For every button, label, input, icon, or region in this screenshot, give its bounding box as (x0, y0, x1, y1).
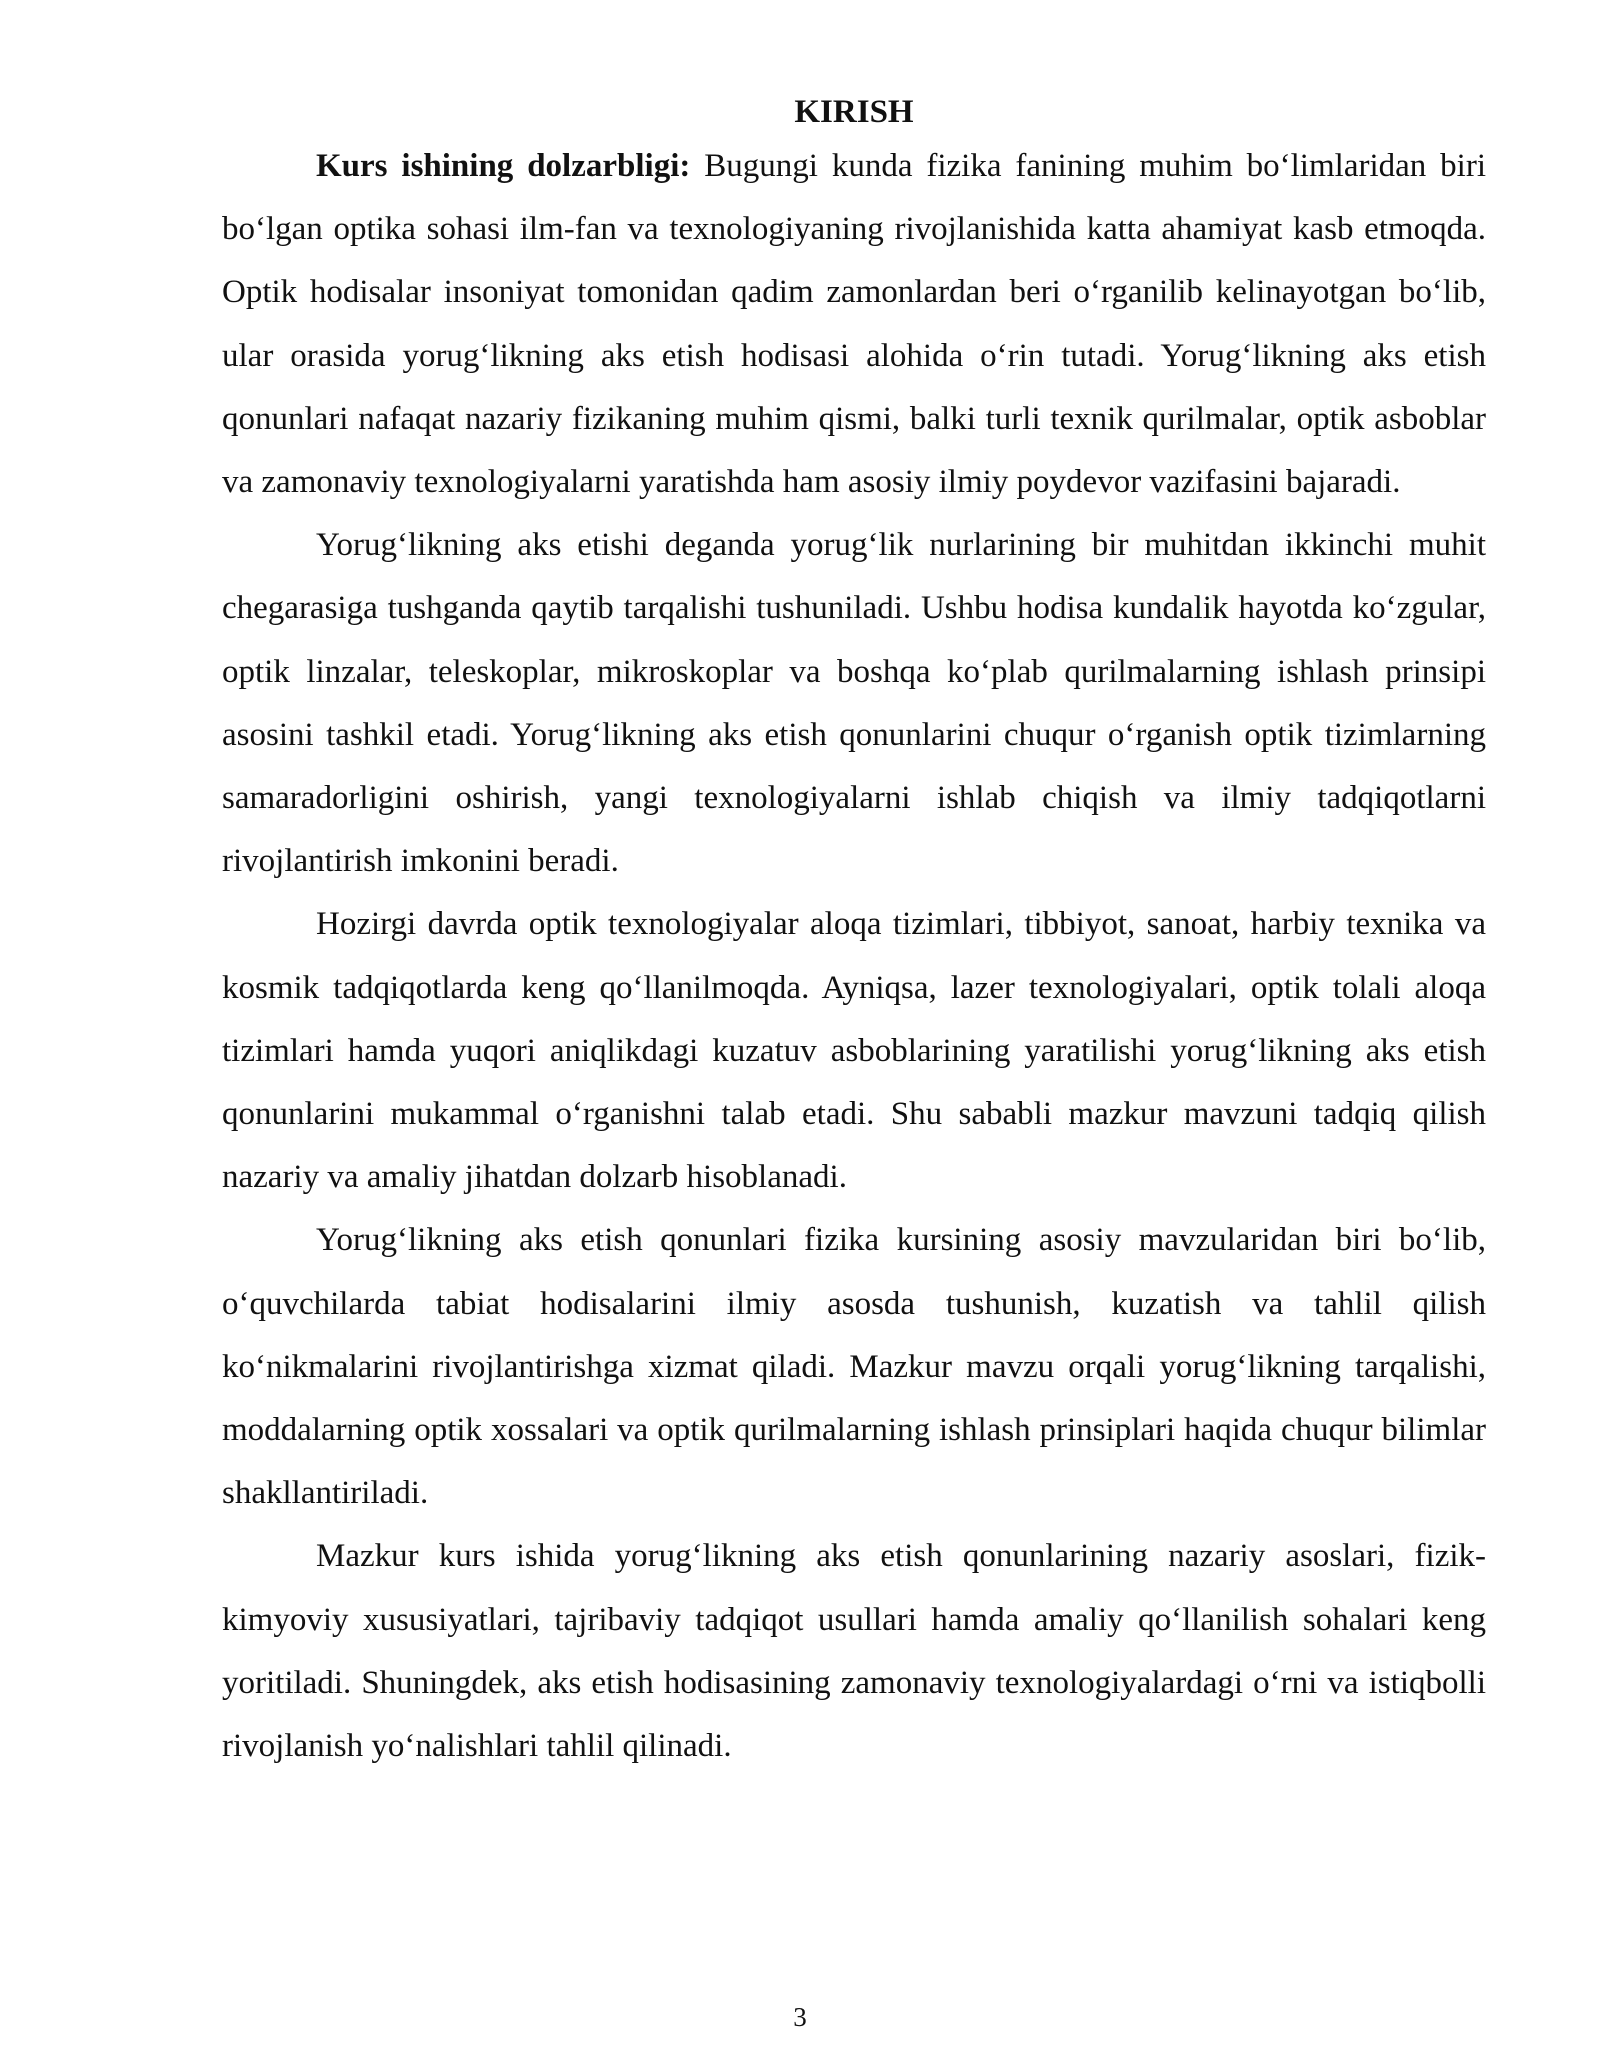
section-title: KIRISH (794, 94, 914, 130)
page-content (222, 90, 1486, 1778)
paragraph-course-scope: Mazkur kurs ishida yorug‘likning aks etish qonunlarining nazariy asoslari, fizik-kimyoviy xususiyatlari, tajribaviy tadqiqot usullari hamda amaliy qo‘llanilish sohalari keng yoritiladi. Shuningdek, aks etish hodisasining zamonaviy texnologiyalardagi o‘rni va istiqbolli rivojlanish yo‘nalishlari tahlil qilinadi. (222, 1538, 1486, 1765)
paragraph-reflection-definition: Yorug‘likning aks etishi deganda yorug‘lik nurlarining bir muhitdan ikkinchi muhit chegarasiga tushganda qaytib tarqalishi tushuniladi. Ushbu hodisa kundalik hayotda ko‘zgular, optik linzalar, teleskoplar, mikroskoplar va boshqa ko‘plab qurilmalarning ishlash prinsipi asosini tashkil etadi. Yorug‘likning aks etish qonunlarini chuqur o‘rganish optik tizimlarning samaradorligini oshirish, yangi texnologiyalarni ishlab chiqish va ilmiy tadqiqotlarni rivojlantirish imkonini beradi. (222, 527, 1486, 880)
page-number: 3 (793, 2002, 807, 2032)
paragraph-lead: Kurs ishining dolzarbligi: (316, 148, 691, 184)
paragraph-educational-value: Yorug‘likning aks etish qonunlari fizika kursining asosiy mavzularidan biri bo‘lib, o‘quvchilarda tabiat hodisalarini ilmiy asosda tushunish, kuzatish va tahlil qilish ko‘nikmalarini rivojlantirishga xizmat qiladi. Mazkur mavzu orqali yorug‘likning tarqalishi, moddalarning optik xossalari va optik qurilmalarning ishlash prinsiplari haqida chuqur bilimlar shakllantiriladi. (222, 1222, 1486, 1512)
paragraph-relevance (222, 135, 1486, 514)
paragraph-text: Bugungi kunda fizika fanining muhim boʻlimlaridan biri boʻlgan optika sohasi ilm-fan va texnologiyaning rivojlanishida katta ahamiyat kasb etmoqda. Optik hodisalar insoniyat tomonidan qadim zamonlardan beri oʻrganilib kelinayotgan boʻlib, ular orasida yorugʻlikning aks etish hodisasi alohida oʻrin tutadi. Yorugʻlikning aks etish qonunlari nafaqat nazariy fizikaning muhim qismi, balki turli texnik qurilmalar, optik asboblar va zamonaviy texnologiyalarni yaratishda ham asosiy ilmiy poydevor vazifasini bajaradi. (222, 148, 1486, 501)
paragraph-modern-applications: Hozirgi davrda optik texnologiyalar aloqa tizimlari, tibbiyot, sanoat, harbiy texnika va kosmik tadqiqotlarda keng qo‘llanilmoqda. Ayniqsa, lazer texnologiyalari, optik tolali aloqa tizimlari hamda yuqori aniqlikdagi kuzatuv asboblarining yaratilishi yorug‘likning aks etish qonunlarini mukammal o‘rganishni talab etadi. Shu sababli mazkur mavzuni tadqiq qilish nazariy va amaliy jihatdan dolzarb hisoblanadi. (222, 906, 1486, 1196)
